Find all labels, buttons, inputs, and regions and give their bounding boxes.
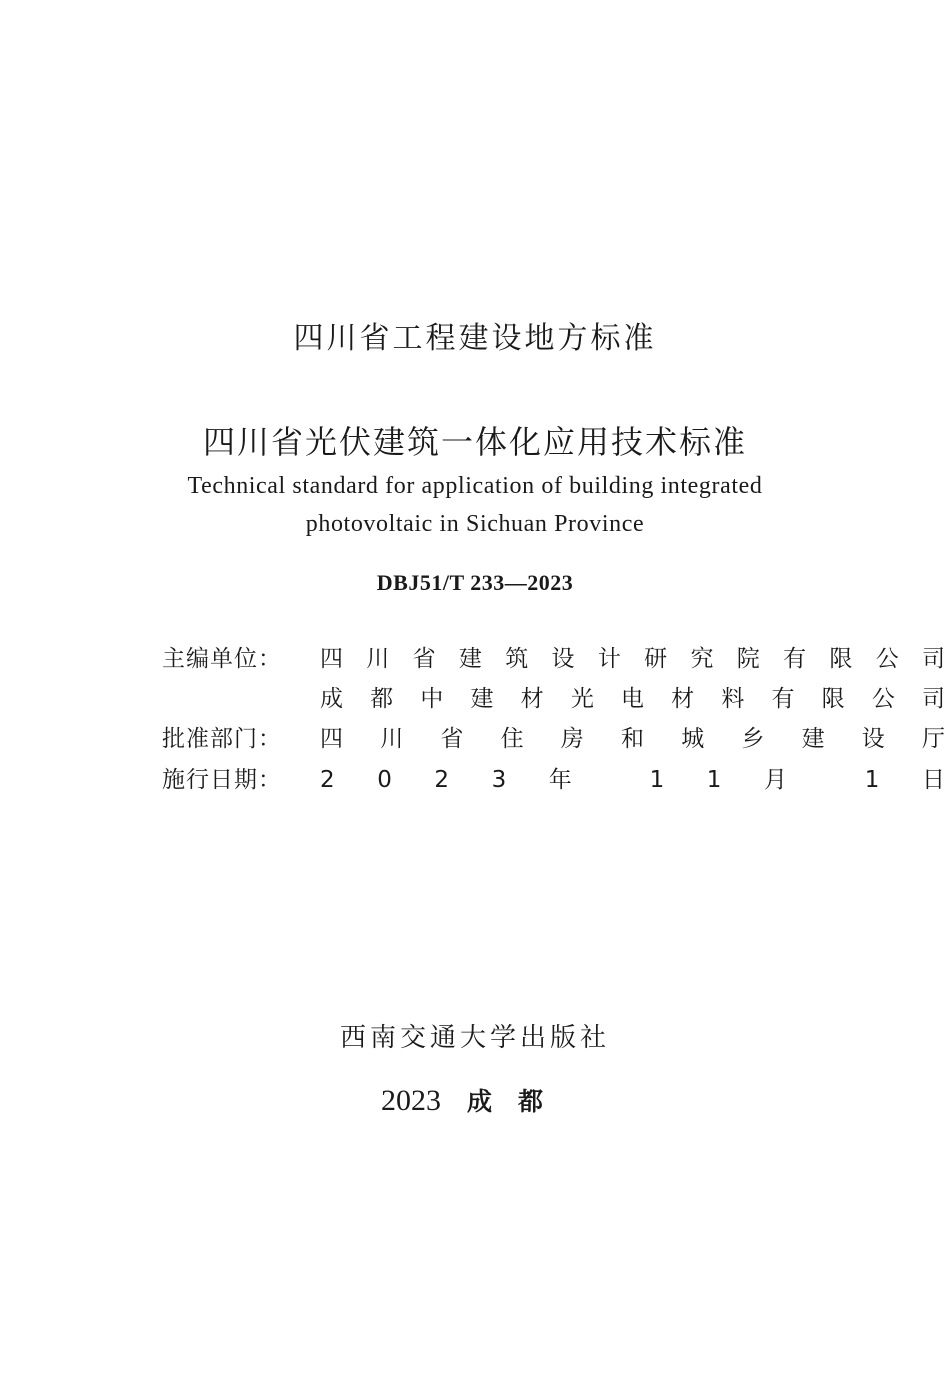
chief-editor-2: 成 都 中 建 材 光 电 材 料 有 限 公 司 [320, 686, 945, 712]
title-english-line-2: photovoltaic in Sichuan Province [305, 511, 645, 537]
chief-editor-label: 主编单位： [162, 646, 282, 672]
effective-date-label: 施行日期： [162, 767, 282, 793]
chief-editor-1: 四 川 省 建 筑 设 计 研 究 院 有 限 公 司 [320, 646, 945, 672]
publication-city: 成都 [466, 1087, 569, 1116]
title-chinese: 四川省光伏建筑一体化应用技术标准 [202, 423, 747, 461]
series-title: 四川省工程建设地方标准 [293, 321, 657, 356]
publication-year: 2023 [380, 1084, 441, 1117]
effective-date-value: 2 0 2 3 年 1 1 月 1 日 [320, 767, 945, 793]
approver-value: 四 川 省 住 房 和 城 乡 建 设 厅 [320, 726, 945, 752]
approver-label: 批准部门： [162, 726, 282, 752]
publisher: 西南交通大学出版社 [339, 1023, 610, 1053]
publication-line [0, 1082, 950, 1118]
title-english-line-1: Technical standard for application of building integrated [187, 473, 763, 499]
standard-code: DBJ51/T 233—2023 [376, 570, 574, 595]
